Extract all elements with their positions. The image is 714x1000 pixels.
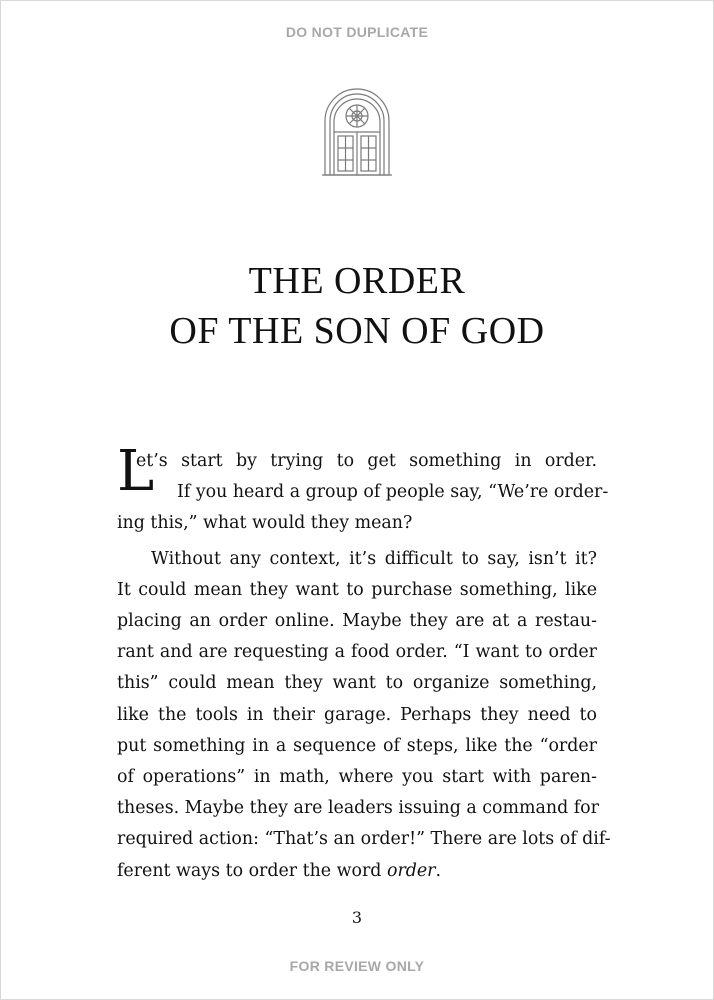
body-line-4: Without any context, it’s difficult to say, isn’t it? — [151, 548, 597, 569]
body-line-13: required action: “That’s an order!” There are lots of dif- — [117, 829, 611, 850]
body-line-12: theses. Maybe they are leaders issuing a command for — [117, 798, 599, 819]
body-line-8: this” could mean they want to organize something, — [117, 673, 597, 694]
body-line-14-text: ferent ways to order the word — [117, 860, 387, 881]
chapter-title — [0, 256, 714, 356]
body-line-10: put something in a sequence of steps, like the “order — [117, 735, 597, 756]
body-line-6: placing an order online. Maybe they are at a restau- — [117, 611, 597, 632]
body-line-3: ing this,” what would they mean? — [117, 513, 413, 534]
body-line-14-italic: order — [386, 860, 436, 881]
arched-door-icon — [322, 86, 392, 176]
body-line-9: like the tools in their garage. Perhaps they need to — [117, 704, 597, 725]
body-line-11: of operations” in math, where you start with paren- — [117, 767, 597, 788]
watermark-top: DO NOT DUPLICATE — [285, 24, 429, 40]
body-line-7: rant and are requesting a food order. “I want to order — [117, 642, 597, 663]
watermark-bottom: FOR REVIEW ONLY — [289, 958, 425, 974]
chapter-title-line-2: OF THE SON OF GOD — [169, 310, 545, 352]
body-line-14-end: . — [435, 860, 442, 881]
drop-cap: L — [117, 439, 155, 504]
body-line-2: If you heard a group of people say, “We’re order- — [177, 482, 609, 503]
body-text — [117, 439, 611, 887]
body-line-1: et’s start by trying to get something in order. — [136, 451, 597, 471]
chapter-title-line-1: THE ORDER — [248, 260, 466, 302]
page-number: 3 — [351, 908, 363, 927]
body-line-5: It could mean they want to purchase something, like — [117, 579, 597, 600]
body-line-14 — [117, 856, 597, 887]
